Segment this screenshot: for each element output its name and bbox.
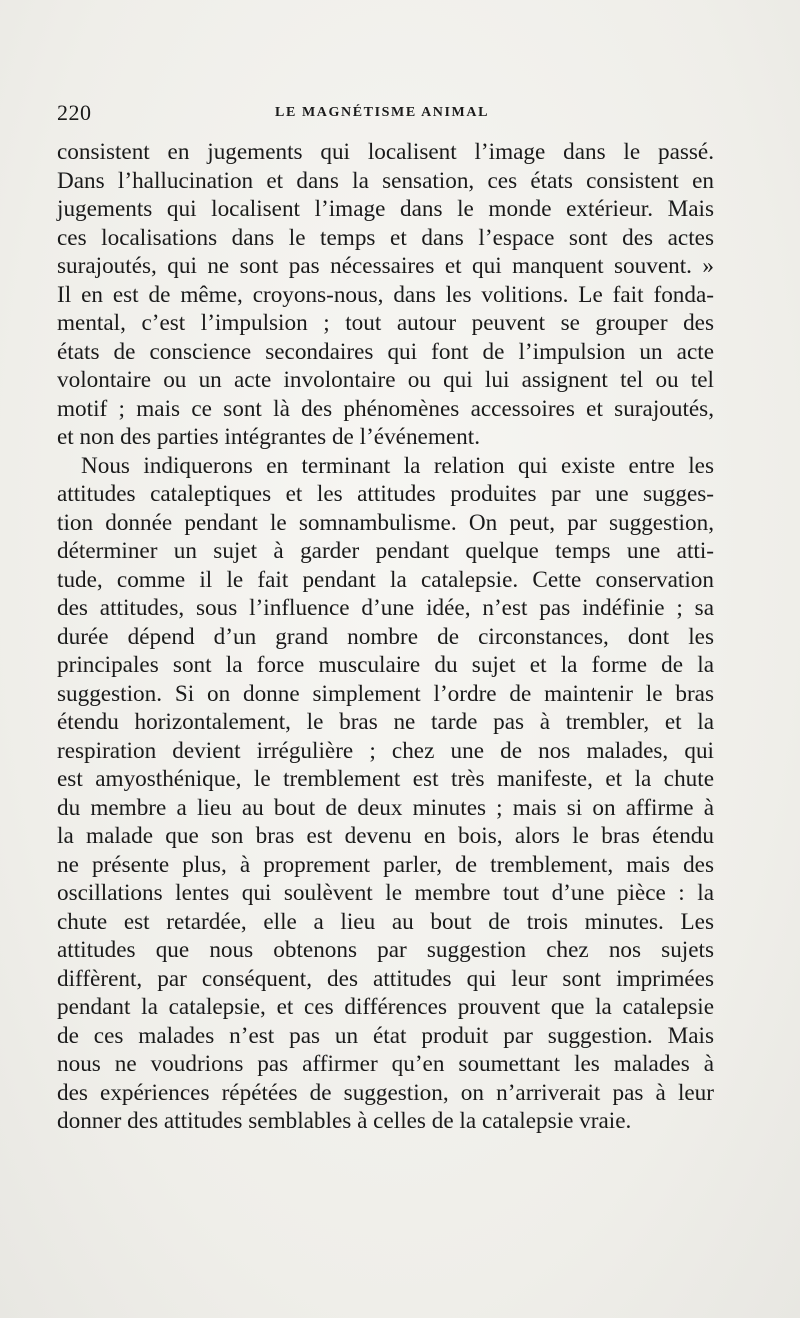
text-line: jugements qui localisent l’image dans le monde extérieur. Mais [57, 196, 714, 222]
text-line: Nous indiquerons en terminant la relation qui existe entre les [81, 452, 714, 479]
text-line: ces localisations dans le temps et dans l’espace sont des actes [57, 224, 714, 251]
text-line: pendant la catalepsie, et ces différences prouvent que la catalepsie [57, 994, 714, 1020]
text-line: suggestion. Si on donne simplement l’ordre de maintenir le bras [57, 680, 714, 707]
text-line: motif ; mais ce sont là des phénomènes accessoires et surajoutés, [57, 395, 714, 422]
text-line: de ces malades n’est pas un état produit par suggestion. Mais [57, 1022, 714, 1049]
text-line: mental, c’est l’impulsion ; tout autour peuvent se grouper des [57, 310, 714, 336]
bleed-through-shadow [85, 1146, 725, 1174]
text-line: déterminer un sujet à garder pendant quelque temps une atti- [57, 538, 714, 564]
text-line: donner des attitudes semblables à celles de la catalepsie vraie. [57, 1108, 632, 1134]
text-line: durée dépend d’un grand nombre de circonstances, dont les [57, 623, 714, 650]
text-line: nous ne voudrions pas affirmer qu’en soumettant les malades à [57, 1051, 714, 1077]
text-line: la malade que son bras est devenu en bois, alors le bras étendu [57, 823, 714, 849]
text-line: Il en est de même, croyons-nous, dans les volitions. Le fait fonda- [57, 281, 714, 308]
text-line: respiration devient irrégulière ; chez une de nos malades, qui [57, 737, 714, 764]
text-line: des attitudes, sous l’influence d’une idée, n’est pas indéfinie ; sa [57, 595, 714, 621]
text-line: étendu horizontalement, le bras ne tarde pas à trembler, et la [57, 709, 714, 735]
text-line: et non des parties intégrantes de l’événement. [57, 424, 481, 450]
body-text [57, 138, 714, 1136]
text-line: volontaire ou un acte involontaire ou qui lui assignent tel ou tel [57, 367, 714, 393]
text-line: est amyosthénique, le tremblement est très manifeste, et la chute [57, 766, 714, 792]
text-line: du membre a lieu au bout de deux minutes ; mais si on affirme à [57, 794, 714, 821]
text-line: principales sont la force musculaire du sujet et la forme de la [57, 652, 714, 678]
text-line: états de conscience secondaires qui font de l’impulsion un acte [57, 338, 714, 365]
text-line: oscillations lentes qui soulèvent le membre tout d’une pièce : la [57, 880, 714, 906]
text-line: tion donnée pendant le somnambulisme. On peut, par suggestion, [57, 509, 714, 536]
text-line: attitudes que nous obtenons par suggestion chez nos sujets [57, 937, 714, 963]
text-line: diffèrent, par conséquent, des attitudes qui leur sont imprimées [57, 965, 714, 992]
text-line: surajoutés, qui ne sont pas nécessaires et qui manquent souvent. » [57, 253, 714, 279]
text-line: consistent en jugements qui localisent l’image dans le passé. [57, 139, 714, 165]
text-line: des expériences répétées de suggestion, on n’arriverait pas à leur [57, 1079, 714, 1106]
text-line: chute est retardée, elle a lieu au bout de trois minutes. Les [57, 908, 714, 935]
text-line: tude, comme il le fait pendant la catalepsie. Cette conservation [57, 566, 714, 593]
page-header [57, 100, 714, 130]
text-line: attitudes cataleptiques et les attitudes produites par une sugges- [57, 481, 714, 507]
text-line: ne présente plus, à proprement parler, de tremblement, mais des [57, 851, 714, 878]
running-title: LE MAGNÉTISME ANIMAL [275, 105, 490, 120]
text-line: Dans l’hallucination et dans la sensation, ces états consistent en [57, 167, 714, 194]
page-number: 220 [57, 100, 92, 125]
